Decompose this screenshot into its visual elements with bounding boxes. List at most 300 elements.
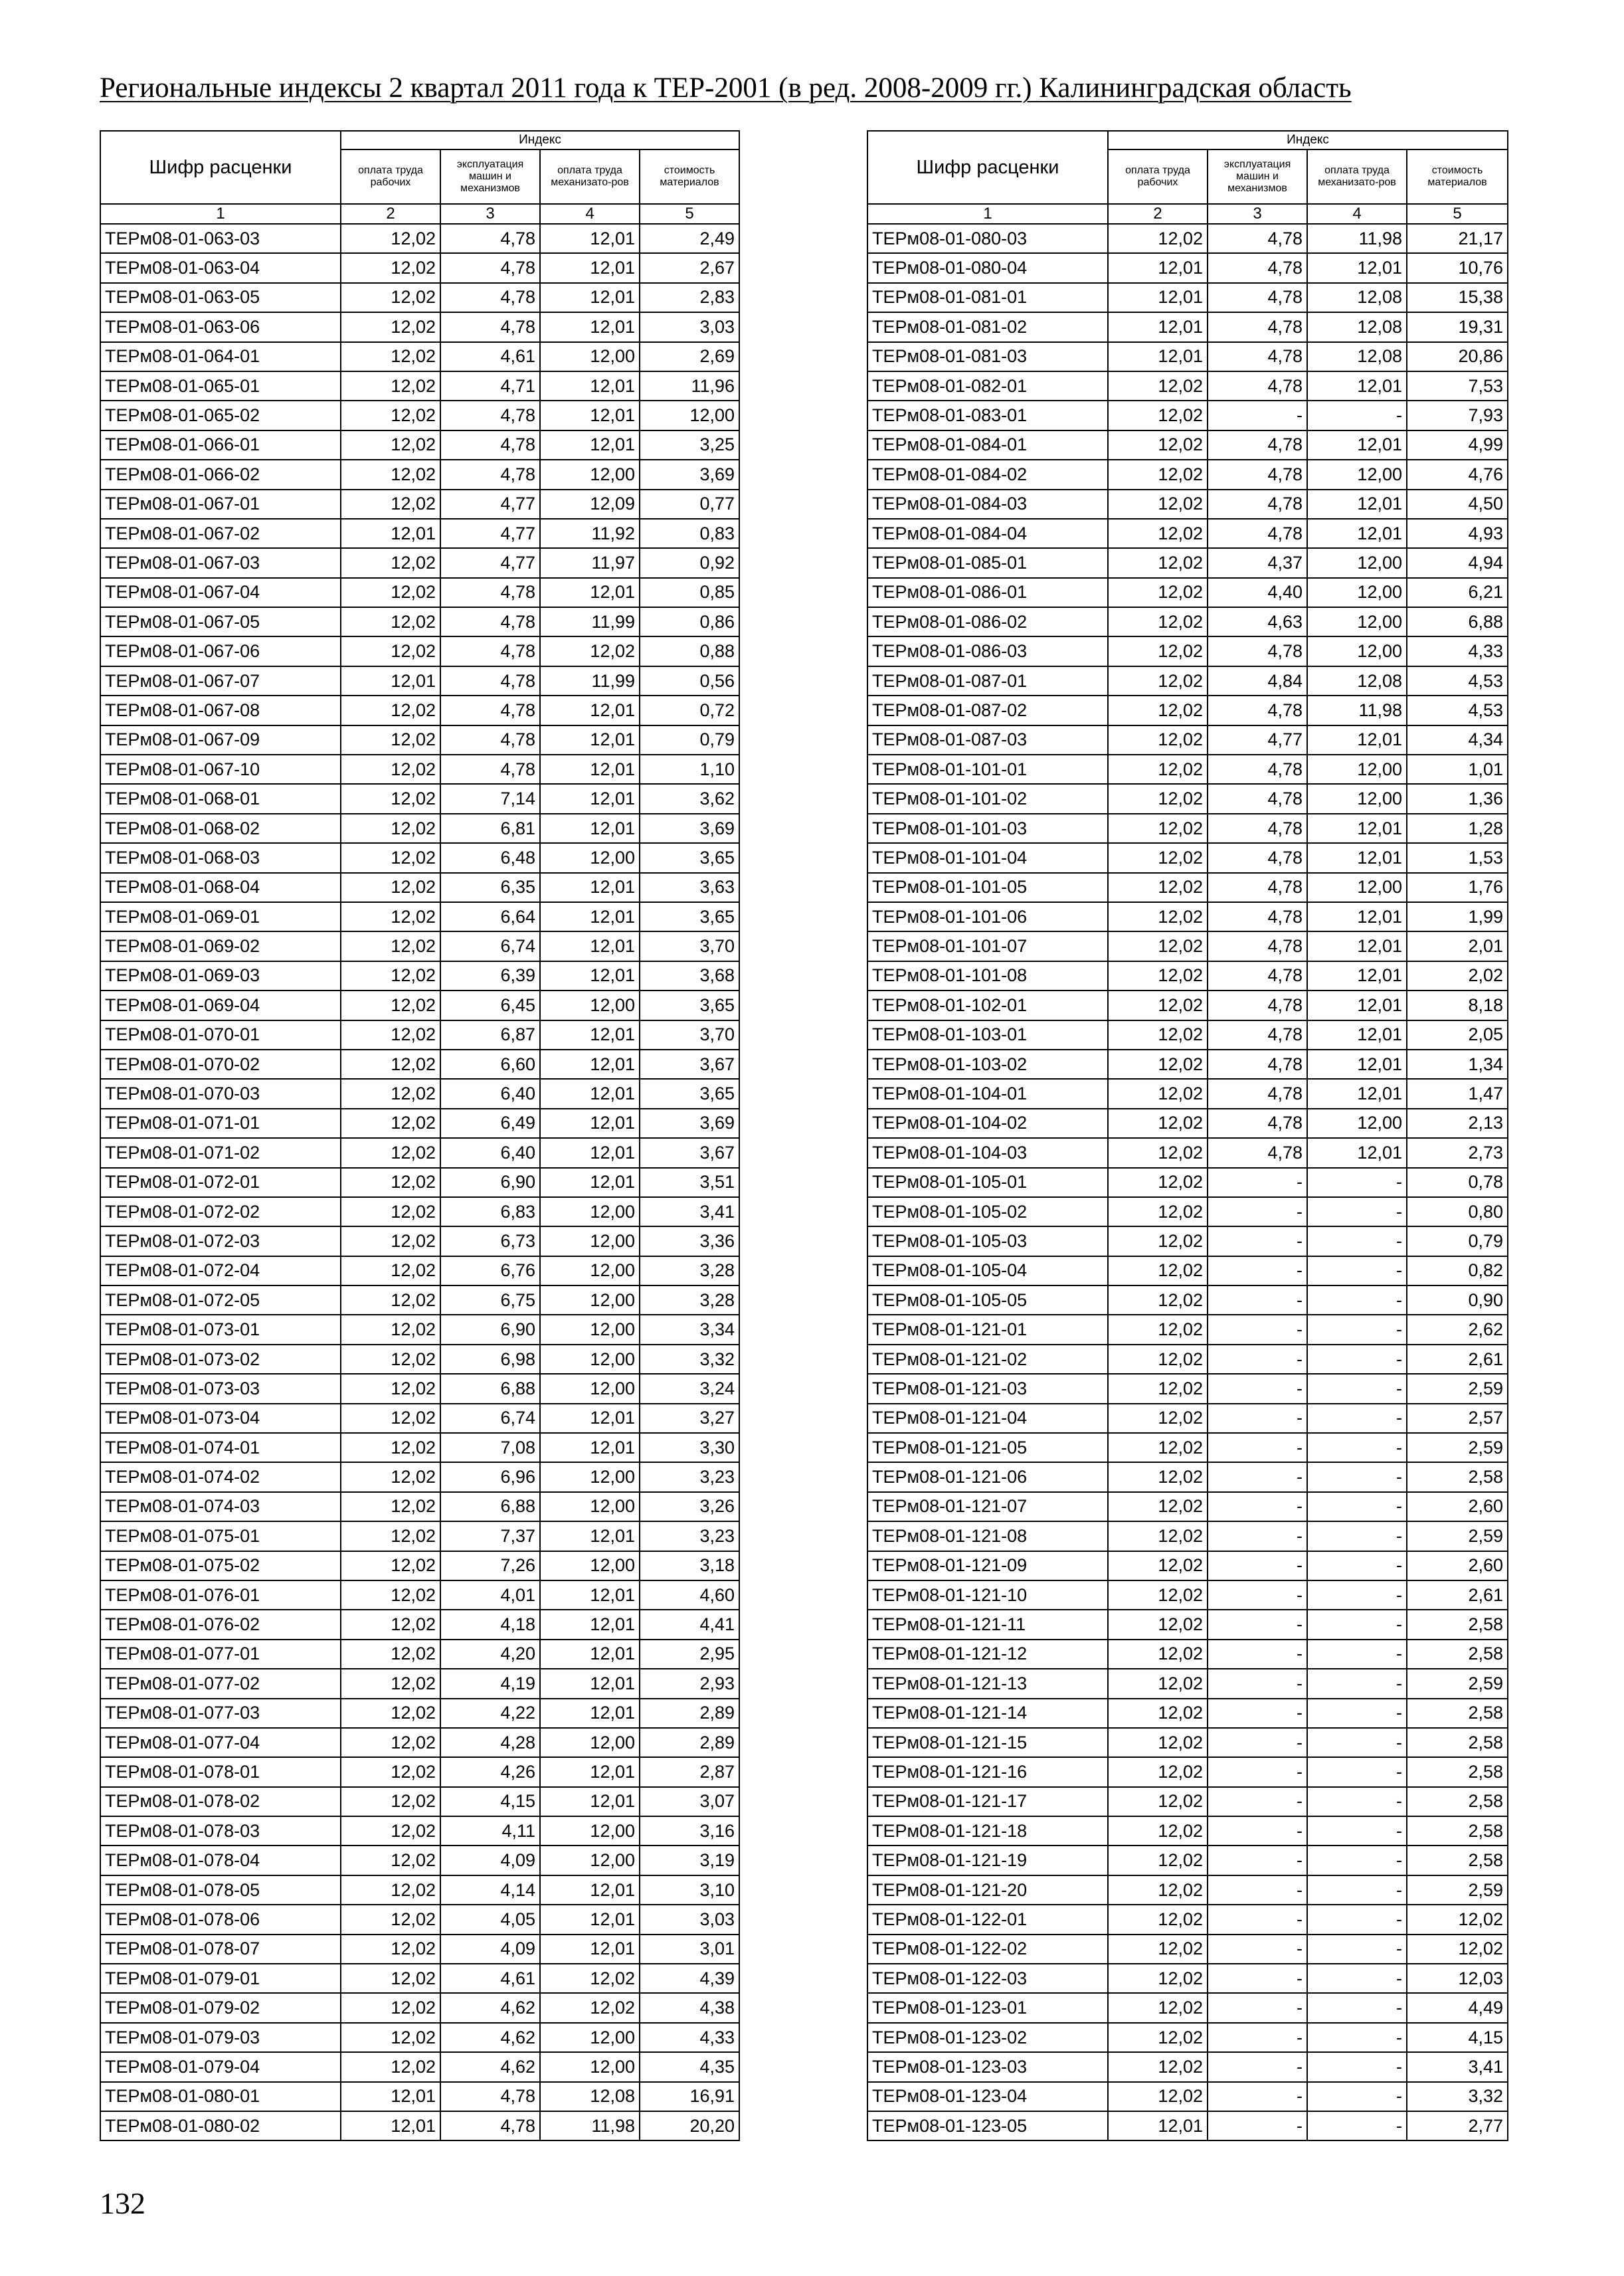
labor-wages-cell: 12,02 [341,342,440,371]
rate-code-cell: ТЕРм08-01-101-05 [867,873,1108,902]
machine-operation-cell: 4,78 [440,430,540,460]
table-row [100,1964,739,1993]
labor-wages-cell: 12,02 [1108,696,1208,725]
materials-cost-cell: 2,58 [1407,1610,1508,1639]
rate-code-cell: ТЕРм08-01-121-18 [867,1816,1108,1846]
column-number: 4 [540,204,640,224]
table-row [867,961,1508,991]
operator-wages-cell: 12,01 [1307,991,1407,1020]
table-row [100,696,739,725]
labor-wages-cell: 12,02 [341,1610,440,1639]
rate-code-cell: ТЕРм08-01-077-02 [100,1669,341,1698]
materials-cost-cell: 12,00 [640,401,739,430]
table-row [100,1109,739,1138]
machine-operation-cell: 6,96 [440,1462,540,1491]
materials-cost-cell: 2,61 [1407,1345,1508,1374]
materials-cost-cell: 10,76 [1407,253,1508,282]
materials-cost-cell: 8,18 [1407,991,1508,1020]
table-row [100,2082,739,2111]
materials-cost-cell: 2,61 [1407,1580,1508,1610]
table-row [867,1492,1508,1521]
table-row [100,636,739,666]
rate-code-cell: ТЕРм08-01-101-04 [867,843,1108,872]
labor-wages-cell: 12,02 [1108,401,1208,430]
page-number: 132 [100,2186,145,2220]
machine-operation-cell: 4,78 [1208,1138,1307,1167]
materials-cost-cell: 2,87 [640,1757,739,1786]
operator-wages-cell: 12,01 [540,283,640,312]
operator-wages-cell: 12,01 [1307,961,1407,991]
table-row [100,342,739,371]
materials-cost-cell: 2,59 [1407,1521,1508,1551]
labor-wages-cell: 12,02 [341,931,440,961]
machine-operation-cell: 4,26 [440,1757,540,1786]
labor-wages-cell: 12,02 [341,490,440,519]
materials-cost-cell: 0,88 [640,636,739,666]
table-row [867,1640,1508,1669]
machine-operation-cell: 4,22 [440,1699,540,1728]
operator-wages-cell: 12,08 [540,2082,640,2111]
table-row [100,430,739,460]
operator-wages-cell: - [1307,1610,1407,1639]
materials-cost-cell: 0,77 [640,490,739,519]
operator-wages-cell: 12,01 [540,1640,640,1669]
rate-code-cell: ТЕРм08-01-080-02 [100,2111,341,2140]
machine-operation-cell: - [1208,1285,1307,1315]
labor-wages-cell: 12,02 [1108,1462,1208,1491]
materials-cost-cell: 0,79 [1407,1226,1508,1256]
materials-cost-cell: 12,02 [1407,1905,1508,1934]
labor-wages-cell: 12,02 [1108,548,1208,577]
page-title: Региональные индексы 2 квартал 2011 года к ТЕР-2001 (в ред. 2008-2009 гг.) Калининградская область [100,72,1352,104]
machine-operation-cell: 4,78 [440,607,540,636]
rate-code-cell: ТЕРм08-01-067-05 [100,607,341,636]
rate-code-cell: ТЕРм08-01-068-01 [100,784,341,813]
operator-wages-cell: - [1307,1757,1407,1786]
labor-wages-cell: 12,02 [341,548,440,577]
rate-code-cell: ТЕРм08-01-078-01 [100,1757,341,1786]
machine-operation-cell: 6,90 [440,1168,540,1197]
operator-wages-cell: - [1307,1226,1407,1256]
machine-operation-cell: 4,77 [440,548,540,577]
operator-wages-cell: 12,00 [540,342,640,371]
materials-cost-cell: 0,80 [1407,1197,1508,1226]
materials-cost-cell: 3,10 [640,1875,739,1905]
operator-wages-cell: 12,00 [540,991,640,1020]
machine-operation-cell: 6,35 [440,873,540,902]
materials-cost-cell: 4,49 [1407,1993,1508,2022]
labor-wages-cell: 12,02 [341,1433,440,1462]
machine-operation-cell: 7,37 [440,1521,540,1551]
materials-cost-cell: 20,20 [640,2111,739,2140]
labor-wages-cell: 12,01 [1108,283,1208,312]
operator-wages-cell: 11,98 [540,2111,640,2140]
rate-code-cell: ТЕРм08-01-073-01 [100,1315,341,1344]
materials-cost-cell: 3,69 [640,460,739,489]
column-number: 5 [640,204,739,224]
column-number: 3 [440,204,540,224]
machine-operation-cell: 6,74 [440,931,540,961]
labor-wages-cell: 12,02 [341,1669,440,1698]
machine-operation-cell: 4,05 [440,1905,540,1934]
labor-wages-cell: 12,02 [341,1285,440,1315]
labor-wages-cell: 12,02 [1108,1728,1208,1757]
table-row [867,519,1508,548]
table-row [100,1580,739,1610]
table-row [867,578,1508,607]
machine-operation-cell: - [1208,1846,1307,1875]
column-number: 1 [867,204,1108,224]
operator-wages-cell: - [1307,1168,1407,1197]
rate-code-cell: ТЕРм08-01-076-01 [100,1580,341,1610]
rate-code-cell: ТЕРм08-01-081-03 [867,342,1108,371]
materials-cost-cell: 2,60 [1407,1492,1508,1521]
machine-operation-cell: - [1208,401,1307,430]
operator-wages-cell: 12,00 [1307,784,1407,813]
table-row [100,1905,739,1934]
rate-code-cell: ТЕРм08-01-123-05 [867,2111,1108,2140]
table-row [100,1492,739,1521]
rate-code-cell: ТЕРм08-01-105-05 [867,1285,1108,1315]
rate-code-cell: ТЕРм08-01-067-09 [100,725,341,755]
materials-cost-cell: 3,23 [640,1521,739,1551]
rate-code-cell: ТЕРм08-01-072-03 [100,1226,341,1256]
header-index: Индекс [341,131,739,149]
materials-cost-cell: 3,32 [640,1345,739,1374]
rate-code-cell: ТЕРм08-01-063-06 [100,312,341,341]
operator-wages-cell: - [1307,1285,1407,1315]
labor-wages-cell: 12,01 [341,2082,440,2111]
machine-operation-cell: 4,78 [1208,342,1307,371]
machine-operation-cell: 4,78 [440,253,540,282]
table-row [100,1050,739,1079]
operator-wages-cell: 12,01 [540,931,640,961]
table-row [867,1610,1508,1639]
table-row [867,1433,1508,1462]
labor-wages-cell: 12,02 [341,1462,440,1491]
table-row [100,490,739,519]
machine-operation-cell: - [1208,1728,1307,1757]
table-row [100,1610,739,1639]
table-row [100,1846,739,1875]
machine-operation-cell: 4,78 [1208,902,1307,931]
labor-wages-cell: 12,02 [341,1699,440,1728]
table-row [100,224,739,253]
machine-operation-cell: 4,78 [1208,224,1307,253]
labor-wages-cell: 12,02 [1108,1669,1208,1698]
rate-code-cell: ТЕРм08-01-063-05 [100,283,341,312]
machine-operation-cell: - [1208,2111,1307,2140]
rate-code-cell: ТЕРм08-01-067-04 [100,578,341,607]
materials-cost-cell: 2,58 [1407,1787,1508,1816]
machine-operation-cell: 4,78 [440,636,540,666]
table-row [867,1728,1508,1757]
table-row [100,666,739,696]
header-materials-cost: стоимость материалов [1407,149,1508,204]
labor-wages-cell: 12,02 [341,1846,440,1875]
materials-cost-cell: 3,32 [1407,2082,1508,2111]
table-row [867,2052,1508,2081]
table-row [100,1197,739,1226]
labor-wages-cell: 12,02 [341,1875,440,1905]
machine-operation-cell: 6,40 [440,1079,540,1108]
materials-cost-cell: 4,50 [1407,490,1508,519]
labor-wages-cell: 12,02 [1108,607,1208,636]
table-row [100,902,739,931]
table-row [867,1669,1508,1698]
materials-cost-cell: 3,69 [640,1109,739,1138]
table-row [867,1285,1508,1315]
labor-wages-cell: 12,02 [1108,1315,1208,1344]
machine-operation-cell: 6,49 [440,1109,540,1138]
materials-cost-cell: 0,56 [640,666,739,696]
header-index: Индекс [1108,131,1508,149]
table-row [100,1168,739,1197]
labor-wages-cell: 12,02 [341,1138,440,1167]
materials-cost-cell: 3,19 [640,1846,739,1875]
machine-operation-cell: 4,78 [440,401,540,430]
table-row [867,873,1508,902]
rate-code-cell: ТЕРм08-01-080-03 [867,224,1108,253]
machine-operation-cell: - [1208,1492,1307,1521]
table-row [867,2082,1508,2111]
rate-code-cell: ТЕРм08-01-079-04 [100,2052,341,2081]
table-row [867,1699,1508,1728]
operator-wages-cell: 12,01 [540,755,640,784]
operator-wages-cell: - [1307,1640,1407,1669]
labor-wages-cell: 12,02 [341,725,440,755]
table-row [100,755,739,784]
labor-wages-cell: 12,02 [341,2052,440,2081]
rate-code-cell: ТЕРм08-01-069-01 [100,902,341,931]
machine-operation-cell: 4,15 [440,1787,540,1816]
materials-cost-cell: 2,59 [1407,1374,1508,1403]
rate-code-cell: ТЕРм08-01-101-06 [867,902,1108,931]
table-row [867,312,1508,341]
machine-operation-cell: 4,78 [1208,371,1307,401]
materials-cost-cell: 3,65 [640,843,739,872]
materials-cost-cell: 2,49 [640,224,739,253]
materials-cost-cell: 3,01 [640,1935,739,1964]
labor-wages-cell: 12,02 [341,283,440,312]
table-row [100,1404,739,1433]
operator-wages-cell: 11,97 [540,548,640,577]
machine-operation-cell: 6,83 [440,1197,540,1226]
operator-wages-cell: - [1307,401,1407,430]
operator-wages-cell: 12,01 [540,1905,640,1934]
rate-code-cell: ТЕРм08-01-121-02 [867,1345,1108,1374]
materials-cost-cell: 3,24 [640,1374,739,1403]
table-row [867,1404,1508,1433]
table-row [867,548,1508,577]
table-row [867,430,1508,460]
table-row [867,371,1508,401]
header-materials-cost: стоимость материалов [640,149,739,204]
operator-wages-cell: 12,00 [1307,1109,1407,1138]
machine-operation-cell: 4,78 [440,578,540,607]
table-row [100,1993,739,2022]
machine-operation-cell: - [1208,1197,1307,1226]
materials-cost-cell: 2,95 [640,1640,739,1669]
labor-wages-cell: 12,02 [1108,1433,1208,1462]
machine-operation-cell: 7,14 [440,784,540,813]
operator-wages-cell: 12,01 [540,1168,640,1197]
table-row [100,1462,739,1491]
machine-operation-cell: - [1208,1462,1307,1491]
rate-code-cell: ТЕРм08-01-121-19 [867,1846,1108,1875]
materials-cost-cell: 2,58 [1407,1462,1508,1491]
machine-operation-cell: - [1208,2023,1307,2052]
table-row [867,1109,1508,1138]
table-row [100,1433,739,1462]
operator-wages-cell: 12,08 [1307,283,1407,312]
header-machine-operation: эксплуатация машин и механизмов [440,149,540,204]
operator-wages-cell: - [1307,1846,1407,1875]
operator-wages-cell: 12,01 [540,1669,640,1698]
labor-wages-cell: 12,02 [1108,1757,1208,1786]
header-labor-wages: оплата труда рабочих [341,149,440,204]
labor-wages-cell: 12,02 [341,784,440,813]
operator-wages-cell: 12,01 [540,1109,640,1138]
rate-code-cell: ТЕРм08-01-077-03 [100,1699,341,1728]
machine-operation-cell: 4,78 [440,2111,540,2140]
operator-wages-cell: 12,01 [540,401,640,430]
machine-operation-cell: - [1208,1315,1307,1344]
materials-cost-cell: 4,99 [1407,430,1508,460]
table-row [867,1020,1508,1050]
table-row [867,1197,1508,1226]
labor-wages-cell: 12,02 [1108,1109,1208,1138]
table-row [100,1699,739,1728]
operator-wages-cell: - [1307,1905,1407,1934]
table-row [100,607,739,636]
rate-code-cell: ТЕРм08-01-078-05 [100,1875,341,1905]
rate-code-cell: ТЕРм08-01-068-04 [100,873,341,902]
materials-cost-cell: 3,25 [640,430,739,460]
operator-wages-cell: - [1307,1580,1407,1610]
labor-wages-cell: 12,02 [1108,1787,1208,1816]
column-number: 3 [1208,204,1307,224]
materials-cost-cell: 3,67 [640,1138,739,1167]
operator-wages-cell: 12,00 [540,2052,640,2081]
materials-cost-cell: 3,70 [640,1020,739,1050]
materials-cost-cell: 2,58 [1407,1728,1508,1757]
operator-wages-cell: 12,01 [540,1935,640,1964]
machine-operation-cell: 4,09 [440,1935,540,1964]
operator-wages-cell: - [1307,1964,1407,1993]
machine-operation-cell: - [1208,1669,1307,1698]
table-row [100,548,739,577]
rate-code-cell: ТЕРм08-01-069-04 [100,991,341,1020]
operator-wages-cell: 12,00 [540,1285,640,1315]
labor-wages-cell: 12,02 [341,371,440,401]
labor-wages-cell: 12,02 [341,1993,440,2022]
labor-wages-cell: 12,02 [1108,1846,1208,1875]
rate-code-cell: ТЕРм08-01-069-02 [100,931,341,961]
operator-wages-cell: 11,99 [540,666,640,696]
materials-cost-cell: 3,26 [640,1492,739,1521]
labor-wages-cell: 12,02 [341,1226,440,1256]
materials-cost-cell: 4,35 [640,2052,739,2081]
rate-code-cell: ТЕРм08-01-105-02 [867,1197,1108,1226]
table-row [100,784,739,813]
operator-wages-cell: - [1307,1669,1407,1698]
materials-cost-cell: 4,94 [1407,548,1508,577]
table-row [100,991,739,1020]
labor-wages-cell: 12,02 [1108,1404,1208,1433]
machine-operation-cell: 4,78 [1208,784,1307,813]
materials-cost-cell: 3,67 [640,1050,739,1079]
labor-wages-cell: 12,02 [1108,873,1208,902]
rate-code-cell: ТЕРм08-01-067-08 [100,696,341,725]
header-cipher: Шифр расценки [867,131,1108,204]
machine-operation-cell: 4,40 [1208,578,1307,607]
labor-wages-cell: 12,02 [1108,519,1208,548]
labor-wages-cell: 12,02 [1108,1964,1208,1993]
table-row [867,1050,1508,1079]
labor-wages-cell: 12,02 [341,1079,440,1108]
machine-operation-cell: 6,88 [440,1492,540,1521]
operator-wages-cell: 12,01 [540,725,640,755]
materials-cost-cell: 3,36 [640,1226,739,1256]
operator-wages-cell: 12,01 [540,814,640,843]
machine-operation-cell: - [1208,1521,1307,1551]
machine-operation-cell: 6,98 [440,1345,540,1374]
labor-wages-cell: 12,02 [341,1935,440,1964]
rate-code-cell: ТЕРм08-01-121-08 [867,1521,1108,1551]
operator-wages-cell: 12,00 [1307,873,1407,902]
operator-wages-cell: 12,00 [1307,636,1407,666]
materials-cost-cell: 4,39 [640,1964,739,1993]
labor-wages-cell: 12,02 [341,1757,440,1786]
rate-code-cell: ТЕРм08-01-085-01 [867,548,1108,577]
materials-cost-cell: 4,60 [640,1580,739,1610]
labor-wages-cell: 12,02 [341,1787,440,1816]
operator-wages-cell: 12,01 [540,1020,640,1050]
table-row [867,1168,1508,1197]
table-row [867,224,1508,253]
table-row [100,1374,739,1403]
materials-cost-cell: 1,34 [1407,1050,1508,1079]
machine-operation-cell: 4,09 [440,1846,540,1875]
table-row [867,931,1508,961]
machine-operation-cell: 4,78 [1208,430,1307,460]
table-row [100,1875,739,1905]
header-operator-wages: оплата труда механизато-ров [1307,149,1407,204]
machine-operation-cell: 4,78 [1208,312,1307,341]
table-row [867,991,1508,1020]
rate-code-cell: ТЕРм08-01-068-02 [100,814,341,843]
operator-wages-cell: 12,01 [1307,1020,1407,1050]
rate-code-cell: ТЕРм08-01-078-06 [100,1905,341,1934]
operator-wages-cell: 12,01 [1307,843,1407,872]
rate-code-cell: ТЕРм08-01-105-03 [867,1226,1108,1256]
labor-wages-cell: 12,02 [1108,931,1208,961]
machine-operation-cell: 4,78 [440,460,540,489]
labor-wages-cell: 12,02 [1108,460,1208,489]
materials-cost-cell: 4,93 [1407,519,1508,548]
operator-wages-cell: 12,00 [540,1816,640,1846]
machine-operation-cell: - [1208,1905,1307,1934]
materials-cost-cell: 3,65 [640,902,739,931]
operator-wages-cell: 12,09 [540,490,640,519]
labor-wages-cell: 12,02 [1108,1816,1208,1846]
rate-code-cell: ТЕРм08-01-121-13 [867,1669,1108,1698]
table-row [100,843,739,872]
materials-cost-cell: 0,82 [1407,1256,1508,1285]
rate-code-cell: ТЕРм08-01-121-17 [867,1787,1108,1816]
rate-code-cell: ТЕРм08-01-072-01 [100,1168,341,1197]
